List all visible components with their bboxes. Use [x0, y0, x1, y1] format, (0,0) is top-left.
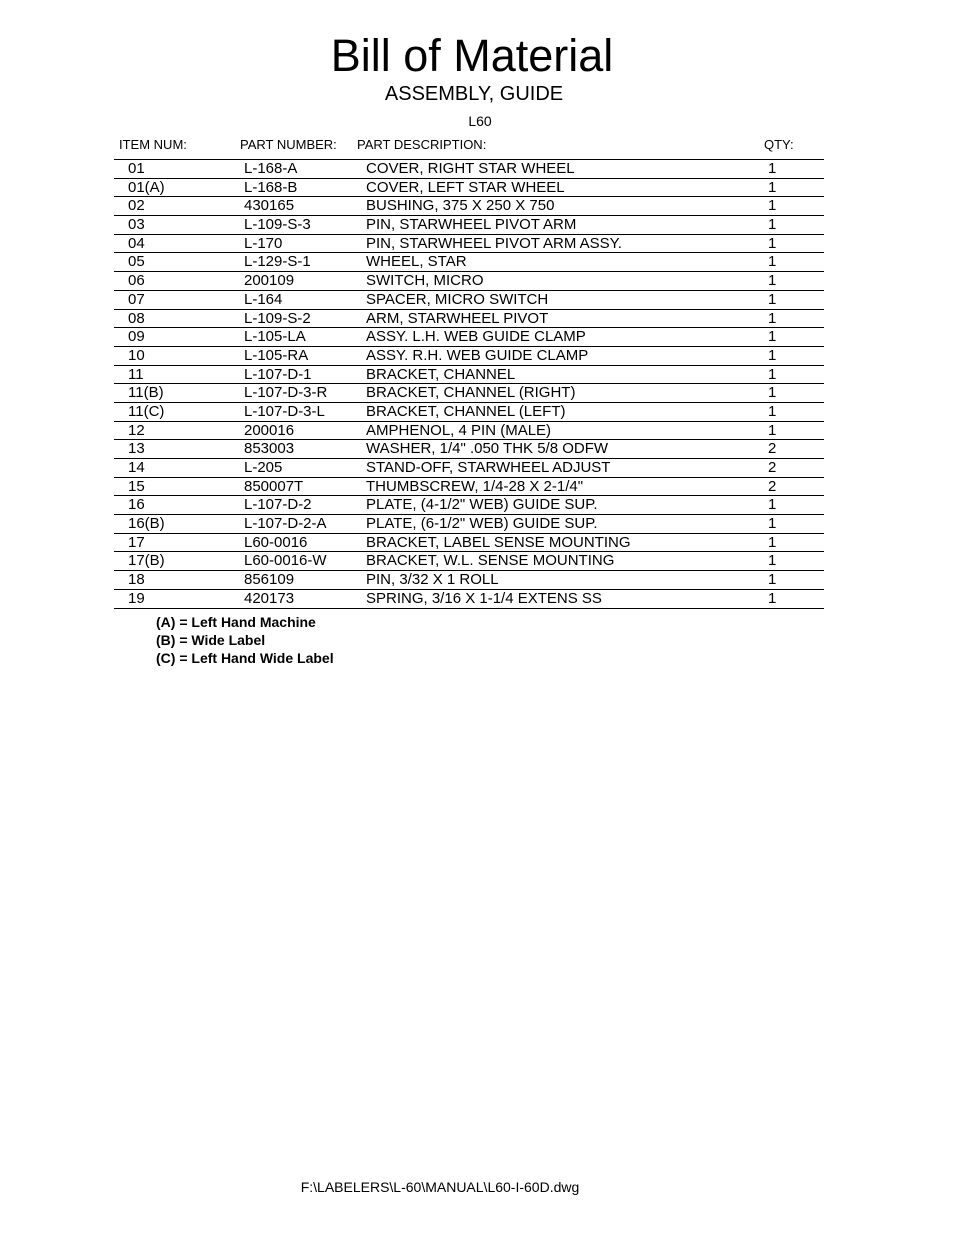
table-row: [114, 384, 824, 403]
part-number-cell: L-105-RA: [244, 346, 309, 364]
part-description-cell: SPRING, 3/16 X 1-1/4 EXTENS SS: [366, 589, 602, 607]
part-number-cell: L-109-S-3: [244, 216, 311, 234]
note-line: (C) = Left Hand Wide Label: [156, 650, 334, 666]
part-description-cell: PLATE, (4-1/2" WEB) GUIDE SUP.: [366, 496, 598, 514]
item-num-cell: 17: [128, 533, 145, 551]
part-number-cell: L-205: [244, 459, 283, 476]
part-description-cell: AMPHENOL, 4 PIN (MALE): [366, 421, 552, 439]
table-row: [114, 197, 824, 216]
part-description-cell: BUSHING, 375 X 250 X 750: [366, 197, 555, 215]
part-number-cell: L-129-S-1: [244, 253, 311, 271]
table-row: [114, 179, 824, 198]
table-row: [114, 440, 824, 459]
item-num-cell: 01(A): [128, 178, 165, 196]
qty-cell: 1: [768, 384, 777, 402]
table-row: [114, 459, 824, 478]
qty-cell: 1: [768, 290, 777, 308]
part-description-cell: WASHER, 1/4" .050 THK 5/8 ODFW: [366, 440, 609, 458]
part-number-cell: 200109: [244, 272, 295, 290]
item-num-cell: 13: [128, 440, 145, 458]
qty-cell: 1: [768, 346, 777, 364]
part-number-cell: L-107-D-3-L: [244, 402, 325, 420]
part-description-cell: PIN, STARWHEEL PIVOT ARM ASSY.: [366, 234, 622, 252]
note-line: (B) = Wide Label: [156, 632, 266, 648]
part-description-cell: PIN, 3/32 X 1 ROLL: [366, 571, 499, 589]
qty-cell: 2: [768, 459, 777, 476]
qty-cell: 1: [768, 421, 777, 439]
table-row: [114, 291, 824, 310]
qty-cell: 1: [768, 365, 777, 383]
qty-cell: 1: [768, 309, 777, 327]
note-line: (A) = Left Hand Machine: [156, 614, 316, 630]
header-qty: QTY:: [764, 137, 794, 152]
item-num-cell: 08: [128, 309, 145, 327]
item-num-cell: 16: [128, 496, 145, 514]
qty-cell: 1: [768, 234, 777, 252]
table-row: [114, 253, 824, 272]
item-num-cell: 03: [128, 216, 145, 234]
table-row: [114, 422, 824, 441]
item-num-cell: 07: [128, 290, 145, 308]
assembly-subtitle: ASSEMBLY, GUIDE: [384, 83, 564, 105]
part-description-cell: BRACKET, CHANNEL: [366, 365, 516, 383]
part-number-cell: L-164: [244, 290, 283, 308]
table-row: [114, 534, 824, 553]
part-description-cell: BRACKET, LABEL SENSE MOUNTING: [366, 533, 631, 551]
table-row: [114, 347, 824, 366]
item-num-cell: 06: [128, 272, 145, 290]
table-row: [114, 571, 824, 590]
part-number-cell: L-105-LA: [244, 328, 306, 346]
table-row: [114, 216, 824, 235]
qty-cell: 1: [768, 178, 777, 196]
part-description-cell: BRACKET, CHANNEL (RIGHT): [366, 384, 576, 402]
table-row: [114, 310, 824, 329]
qty-cell: 1: [768, 571, 777, 589]
part-description-cell: THUMBSCREW, 1/4-28 X 2-1/4": [366, 477, 584, 495]
item-num-cell: 16(B): [128, 515, 165, 533]
bom-table: [114, 159, 824, 609]
file-path-footer: F:\LABELERS\L-60\MANUAL\L60-I-60D.dwg: [300, 1179, 580, 1195]
part-number-cell: 853003: [244, 440, 295, 458]
table-row: [114, 552, 824, 571]
item-num-cell: 10: [128, 346, 145, 364]
qty-cell: 2: [768, 477, 777, 495]
model-label: L60: [468, 113, 492, 129]
qty-cell: 1: [768, 328, 777, 346]
header-part-description: PART DESCRIPTION:: [357, 137, 487, 152]
qty-cell: 1: [768, 197, 777, 215]
qty-cell: 1: [768, 402, 777, 420]
part-number-cell: L-109-S-2: [244, 309, 311, 327]
column-headers: [0, 136, 954, 153]
part-number-cell: L-168-A: [244, 160, 298, 177]
table-row: [114, 328, 824, 347]
part-number-cell: L-107-D-2: [244, 496, 312, 514]
part-description-cell: PIN, STARWHEEL PIVOT ARM: [366, 216, 577, 234]
part-description-cell: SWITCH, MICRO: [366, 272, 484, 290]
part-description-cell: COVER, LEFT STAR WHEEL: [366, 178, 565, 196]
part-number-cell: L60-0016: [244, 533, 308, 551]
qty-cell: 1: [768, 515, 777, 533]
part-description-cell: WHEEL, STAR: [366, 253, 467, 271]
item-num-cell: 05: [128, 253, 145, 271]
item-num-cell: 15: [128, 477, 145, 495]
part-number-cell: 430165: [244, 197, 295, 215]
item-num-cell: 17(B): [128, 552, 165, 570]
item-num-cell: 18: [128, 571, 145, 589]
table-row: [114, 235, 824, 254]
part-description-cell: ASSY. R.H. WEB GUIDE CLAMP: [366, 346, 589, 364]
part-number-cell: 850007T: [244, 477, 304, 495]
part-description-cell: SPACER, MICRO SWITCH: [366, 290, 549, 308]
table-row: [114, 272, 824, 291]
part-number-cell: 420173: [244, 589, 295, 607]
part-description-cell: COVER, RIGHT STAR WHEEL: [366, 160, 575, 177]
item-num-cell: 11: [128, 365, 144, 383]
qty-cell: 1: [768, 272, 777, 290]
part-number-cell: 200016: [244, 421, 295, 439]
part-number-cell: L-168-B: [244, 178, 298, 196]
qty-cell: 1: [768, 160, 777, 177]
part-description-cell: BRACKET, W.L. SENSE MOUNTING: [366, 552, 615, 570]
table-row: [114, 478, 824, 497]
qty-cell: 1: [768, 216, 777, 234]
table-row: [114, 403, 824, 422]
qty-cell: 1: [768, 253, 777, 271]
item-num-cell: 14: [128, 459, 145, 476]
table-row: [114, 590, 824, 609]
header-item-num: ITEM NUM:: [119, 137, 187, 152]
qty-cell: 1: [768, 589, 777, 607]
qty-cell: 1: [768, 552, 777, 570]
header-part-number: PART NUMBER:: [240, 137, 337, 152]
item-num-cell: 11(C): [128, 402, 165, 420]
item-num-cell: 01: [128, 160, 145, 177]
item-num-cell: 11(B): [128, 384, 164, 402]
notes-legend: [156, 613, 334, 667]
item-num-cell: 09: [128, 328, 145, 346]
item-num-cell: 12: [128, 421, 145, 439]
table-row: [114, 366, 824, 385]
part-description-cell: ARM, STARWHEEL PIVOT: [366, 309, 549, 327]
part-number-cell: L-107-D-3-R: [244, 384, 328, 402]
part-description-cell: ASSY. L.H. WEB GUIDE CLAMP: [366, 328, 586, 346]
qty-cell: 2: [768, 440, 777, 458]
qty-cell: 1: [768, 496, 777, 514]
part-number-cell: L-107-D-2-A: [244, 515, 327, 533]
page-title: Bill of Material: [330, 30, 614, 81]
table-row: [114, 515, 824, 534]
part-number-cell: 856109: [244, 571, 295, 589]
item-num-cell: 02: [128, 197, 145, 215]
part-description-cell: BRACKET, CHANNEL (LEFT): [366, 402, 566, 420]
part-description-cell: PLATE, (6-1/2" WEB) GUIDE SUP.: [366, 515, 598, 533]
part-number-cell: L-107-D-1: [244, 365, 312, 383]
item-num-cell: 19: [128, 589, 145, 607]
part-number-cell: L-170: [244, 234, 283, 252]
item-num-cell: 04: [128, 234, 145, 252]
qty-cell: 1: [768, 533, 777, 551]
part-number-cell: L60-0016-W: [244, 552, 327, 570]
table-row: [114, 496, 824, 515]
part-description-cell: STAND-OFF, STARWHEEL ADJUST: [366, 459, 611, 476]
table-row: [114, 160, 824, 179]
